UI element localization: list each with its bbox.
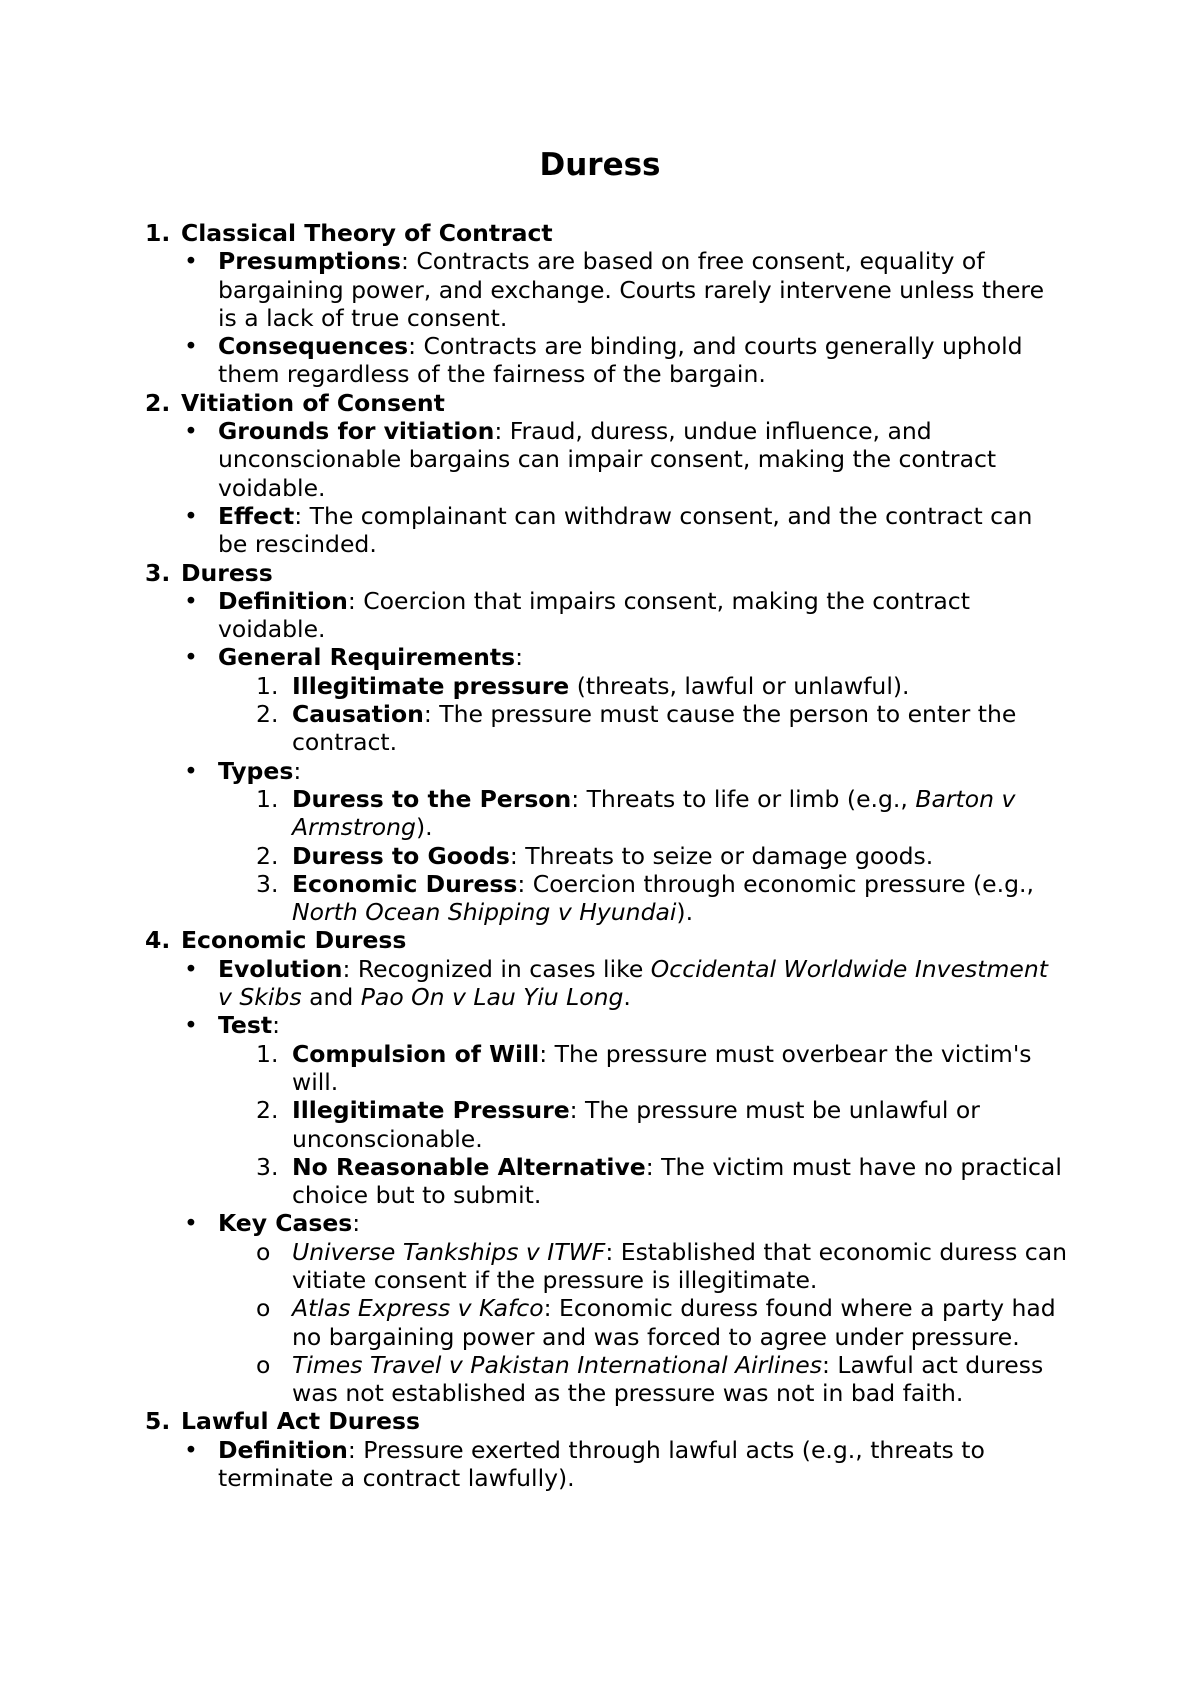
bullet-label: Test	[218, 1011, 273, 1040]
bullet-item	[0, 417, 1200, 502]
subitem-body: : The pressure must overbear the victim's will.	[292, 1039, 1032, 1096]
numbered-subitem	[0, 672, 1200, 700]
section-title: Duress	[181, 558, 273, 587]
section-number: 2.	[145, 388, 171, 417]
bullet-body: :	[272, 1011, 280, 1040]
subitem-label: No Reasonable Alternative	[292, 1152, 646, 1181]
bullet-label: Key Cases	[218, 1209, 353, 1238]
circle-bullet-marker: o	[256, 1294, 271, 1323]
subitem-number: 1.	[256, 671, 279, 700]
subitem-body: : Threats to seize or damage goods.	[509, 841, 934, 870]
case-name: Times Travel v Pakistan International Airlines	[292, 1350, 823, 1379]
case-name: Atlas Express v Kafco	[292, 1294, 544, 1323]
subitem-body: : The pressure must be unlawful or unconscionable.	[292, 1096, 980, 1153]
bullet-body: and	[301, 983, 361, 1012]
case-subitem	[0, 1351, 1200, 1408]
section-number: 5.	[145, 1407, 171, 1436]
bullet-marker: •	[184, 417, 198, 446]
bullet-tail: .	[623, 983, 631, 1012]
bullet-marker: •	[184, 586, 198, 615]
circle-bullet-marker: o	[256, 1237, 271, 1266]
subitem-body: : Lawful act duress was not established as the pressure was not in bad faith.	[292, 1350, 1044, 1408]
numbered-subitem	[0, 842, 1200, 870]
subitem-number: 2.	[256, 1096, 279, 1125]
bullet-label: Consequences	[218, 332, 409, 361]
subitem-text	[0, 672, 1072, 700]
bullet-body: : Pressure exerted through lawful acts (e.g., threats to terminate a contract lawfully).	[218, 1435, 985, 1493]
section-title: Lawful Act Duress	[181, 1407, 421, 1436]
bullet-text	[0, 502, 1058, 559]
subitem-number: 1.	[256, 1039, 279, 1068]
section-number: 4.	[145, 926, 171, 955]
subitem-label: Illegitimate Pressure	[292, 1096, 570, 1125]
subitem-body: : Established that economic duress can vitiate consent if the pressure is illegitimate.	[292, 1237, 1067, 1294]
section-lawful-act-duress	[0, 1407, 1200, 1492]
document-title: Duress	[539, 147, 661, 183]
subitem-text	[0, 870, 1072, 927]
case-subitem	[0, 1238, 1200, 1295]
subitem-body: (threats, lawful or unlawful).	[569, 671, 910, 700]
bullet-text	[0, 332, 1058, 389]
bullet-text	[0, 757, 1058, 785]
bullet-item	[0, 1011, 1200, 1039]
subitem-text	[0, 842, 1072, 870]
bullet-marker: •	[184, 643, 198, 672]
subitem-text	[0, 1153, 1072, 1210]
section-heading	[0, 926, 1200, 954]
bullet-marker: •	[184, 501, 198, 530]
subitem-body: : The pressure must cause the person to enter the contract.	[292, 700, 1017, 757]
bullet-item	[0, 587, 1200, 644]
bullet-item	[0, 1209, 1200, 1237]
bullet-marker: •	[184, 1435, 198, 1464]
subitem-text	[0, 1238, 1072, 1295]
bullet-text	[0, 1011, 1058, 1039]
bullet-text	[0, 1209, 1058, 1237]
bullet-label: Evolution	[218, 954, 343, 983]
subitem-label: Economic Duress	[292, 869, 518, 898]
bullet-label: Definition	[218, 586, 348, 615]
subitem-text	[0, 1351, 1072, 1408]
section-heading	[0, 219, 1200, 247]
section-title: Vitiation of Consent	[181, 388, 445, 417]
bullet-body: :	[515, 643, 524, 672]
subitem-body: : Threats to life or limb (e.g.,	[571, 784, 916, 813]
bullet-marker: •	[184, 247, 198, 276]
case-name: Occidental Worldwide Investment v Skibs	[218, 954, 1048, 1012]
bullet-label: Effect	[218, 501, 295, 530]
section-heading	[0, 1407, 1200, 1435]
bullet-label: Definition	[218, 1435, 348, 1464]
section-vitiation	[0, 389, 1200, 559]
bullet-text	[0, 587, 1058, 644]
bullet-body: : Coercion that impairs consent, making the contract voidable.	[218, 586, 970, 644]
section-classical-theory	[0, 219, 1200, 389]
bullet-body: : Recognized in cases like	[342, 954, 651, 983]
bullet-text	[0, 247, 1058, 332]
subitem-label: Causation	[292, 700, 424, 729]
subitem-body: : The victim must have no practical choice but to submit.	[292, 1152, 1062, 1210]
section-heading	[0, 559, 1200, 587]
case-name: Universe Tankships v ITWF	[292, 1237, 606, 1266]
bullet-label: Presumptions	[218, 247, 401, 276]
bullet-body: :	[293, 756, 302, 785]
case-name: Barton v Armstrong	[292, 784, 1016, 842]
case-name: Pao On v Lau Yiu Long	[360, 983, 624, 1012]
bullet-marker: •	[184, 756, 198, 785]
bullet-marker: •	[184, 332, 198, 361]
bullet-item	[0, 502, 1200, 559]
document-body	[0, 219, 1200, 1492]
subitem-tail: ).	[676, 898, 694, 927]
bullet-text	[0, 417, 1058, 502]
section-heading	[0, 389, 1200, 417]
numbered-subitem	[0, 785, 1200, 842]
subitem-number: 2.	[256, 841, 279, 870]
section-title: Economic Duress	[181, 926, 407, 955]
bullet-item	[0, 643, 1200, 671]
bullet-label: Grounds for vitiation	[218, 417, 495, 446]
section-title: Classical Theory of Contract	[181, 219, 553, 247]
bullet-marker: •	[184, 1209, 198, 1238]
subitem-number: 3.	[256, 1152, 279, 1181]
circle-bullet-marker: o	[256, 1350, 271, 1379]
bullet-label: Types	[218, 756, 294, 785]
bullet-body: : Contracts are binding, and courts generally uphold them regardless of the fairness of the bargain.	[218, 332, 1023, 389]
subitem-number: 3.	[256, 869, 279, 898]
bullet-item	[0, 1436, 1200, 1493]
section-duress	[0, 559, 1200, 927]
subitem-text	[0, 1040, 1072, 1097]
section-number: 1.	[145, 219, 171, 247]
section-economic-duress	[0, 926, 1200, 1407]
subitem-tail: ).	[415, 813, 433, 842]
subitem-label: Compulsion of Will	[292, 1039, 540, 1068]
bullet-item	[0, 332, 1200, 389]
numbered-subitem	[0, 700, 1200, 757]
bullet-marker: •	[184, 954, 198, 983]
subitem-text	[0, 1294, 1072, 1351]
bullet-body: :	[352, 1209, 361, 1238]
bullet-text	[0, 955, 1058, 1012]
bullet-item	[0, 757, 1200, 785]
subitem-label: Duress to Goods	[292, 841, 510, 870]
numbered-subitem	[0, 1153, 1200, 1210]
section-number: 3.	[145, 558, 171, 587]
bullet-body: : Contracts are based on free consent, equality of bargaining power, and exchange. Courts rarely intervene unless there is a lack of true consent.	[218, 247, 1045, 332]
numbered-subitem	[0, 1096, 1200, 1153]
subitem-label: Illegitimate pressure	[292, 671, 570, 700]
numbered-subitem	[0, 870, 1200, 927]
subitem-number: 2.	[256, 700, 279, 729]
bullet-item	[0, 955, 1200, 1012]
bullet-text	[0, 1436, 1058, 1493]
subitem-text	[0, 785, 1072, 842]
bullet-marker: •	[184, 1011, 198, 1040]
subitem-number: 1.	[256, 784, 279, 813]
bullet-item	[0, 247, 1200, 332]
bullet-body: : Fraud, duress, undue influence, and unconscionable bargains can impair consent, making the contract voidable.	[218, 417, 997, 502]
subitem-body: : Economic duress found where a party had no bargaining power and was forced to agree under pressure.	[292, 1294, 1056, 1351]
numbered-subitem	[0, 1040, 1200, 1097]
bullet-label: General Requirements	[218, 643, 516, 672]
subitem-label: Duress to the Person	[292, 784, 572, 813]
case-subitem	[0, 1294, 1200, 1351]
subitem-body: : Coercion through economic pressure (e.g.,	[517, 869, 1034, 898]
case-name: North Ocean Shipping v Hyundai	[292, 898, 677, 927]
subitem-text	[0, 700, 1072, 757]
bullet-body: : The complainant can withdraw consent, and the contract can be rescinded.	[218, 501, 1033, 559]
subitem-text	[0, 1096, 1072, 1153]
bullet-text	[0, 643, 1058, 671]
